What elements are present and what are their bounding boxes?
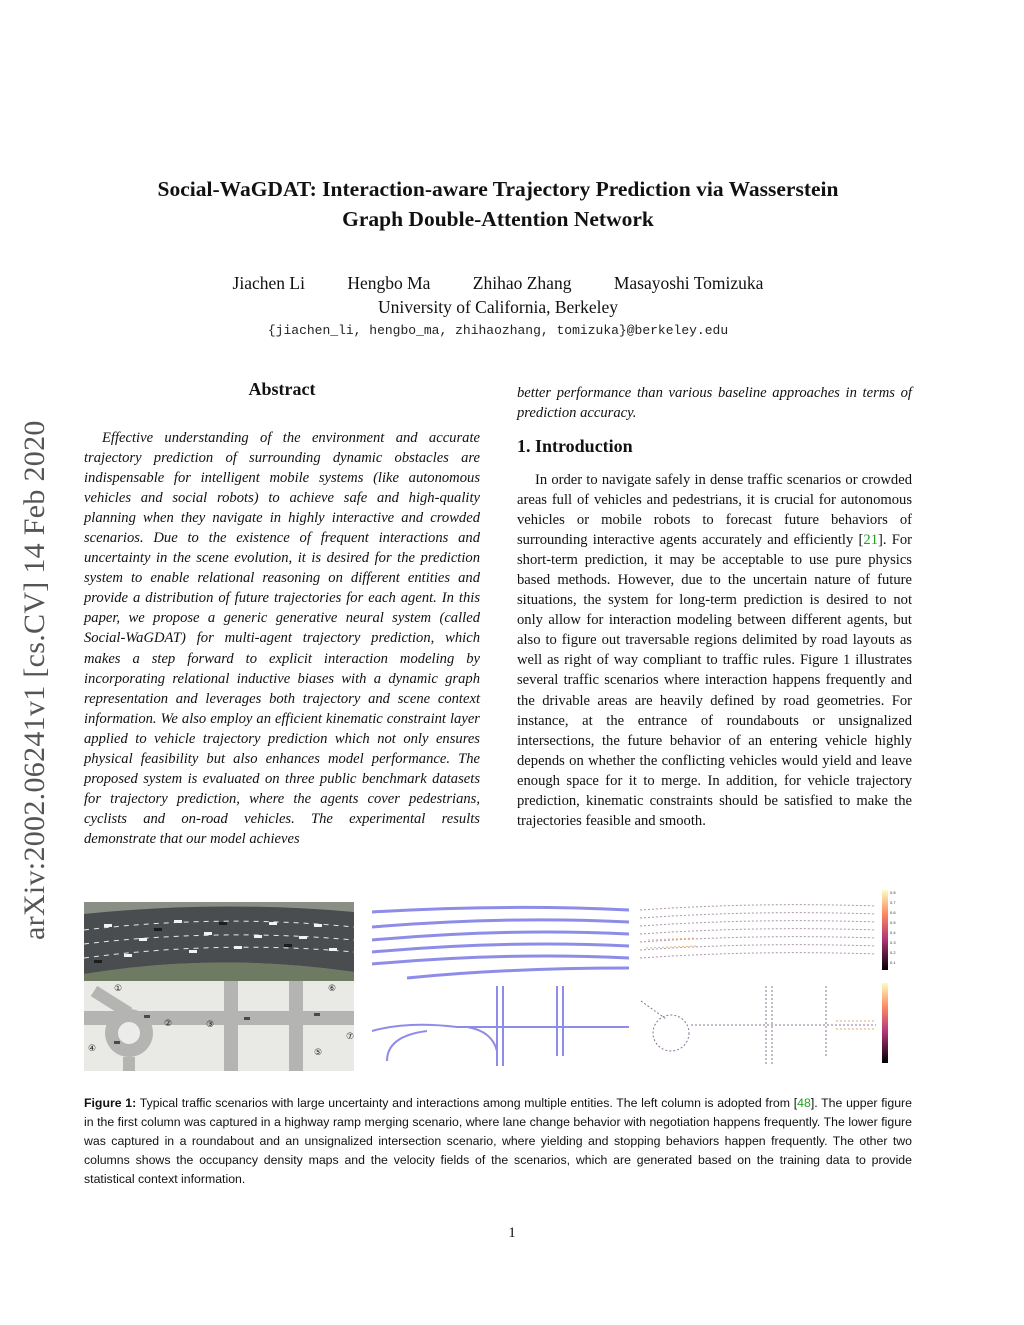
colorbar [882, 890, 888, 970]
affiliation: University of California, Berkeley [377, 297, 619, 317]
highway-density-map [367, 902, 633, 982]
colorbar [882, 983, 888, 1063]
abstract-text: Effective understanding of the environment and accurate trajectory prediction of surrounding dynamic obstacles are indispensable for intelligent mobile systems (like autonomous vehicles and social robots) to achieve safe and high-quality planning when they navigate in highly interactive and crowded scenarios. Due to the existence of frequent interactions and uncertainty in the scene evolution, it is desired for the prediction system to enable relational reasoning on different entities and provide a distribution of future trajectories for each agent. In this paper, we propose a generic generative neural system (called Social-WaGDAT) for multi-agent trajectory prediction, which makes a step forward to explicit interaction modeling by incorporating relational inductive biases with a dynamic graph representation and leverages both trajectory and scene context information. We also employ an efficient kinematic constraint layer applied to vehicle trajectory prediction which not only ensures physical feasibility but also enhances model performance. The proposed system is evaluated on three public benchmark datasets for trajectory prediction, where the agents cover pedestrians, cyclists and on-road vehicles. The experimental results demonstrate that our model achieves [84, 430, 480, 847]
intro-text-part: In order to navigate safely in dense traffic scenarios or crowded areas full of vehicles and pedestrians, it is crucial for autonomous vehicles or mobile robots to forecast future behaviors of surrounding interactive agents accurately and efficiently [ [517, 472, 912, 549]
caption-text-part: ]. The upper figure in the first column was captured in a highway ramp merging scenario, where lane change behavior with negotiation happens frequently. The lower figure was captured in a roundabout and an unsignalized intersection scenario, where yielding and stopping behaviors happen frequently. The other two columns shows the occupancy density maps and the velocity fields of the scenarios, which are generated based on the training data to provide statistical context information. [84, 1096, 912, 1186]
highway-velocity-field [636, 888, 912, 978]
paper-title [90, 174, 906, 234]
section-heading-introduction: 1. Introduction [517, 436, 633, 456]
author-list [90, 271, 906, 295]
colorbar-tick: 0.4 [890, 930, 896, 935]
author-name: Zhihao Zhang [472, 273, 572, 293]
colorbar-tick: 0.2 [890, 950, 896, 955]
abstract-heading: Abstract [248, 379, 316, 399]
caption-text-part: Typical traffic scenarios with large uncertainty and interactions among multiple entities. The left column is adopted from [ [136, 1096, 798, 1110]
colorbar-tick: 0.3 [890, 940, 896, 945]
title-line-2: Graph Double-Attention Network [342, 207, 654, 231]
figure-label: ① [114, 984, 123, 994]
figure-label: ⑦ [346, 1032, 354, 1042]
colorbar-tick: 0.8 [890, 890, 896, 895]
author-name: Hengbo Ma [347, 273, 431, 293]
figure-1-caption [84, 1094, 912, 1189]
author-name: Jiachen Li [232, 273, 305, 293]
figure-label: ⑥ [328, 984, 337, 994]
colorbar-tick: 0.5 [890, 920, 896, 925]
caption-label: Figure 1: [84, 1096, 137, 1110]
figure-label: ③ [206, 1020, 215, 1030]
colorbar-tick: 0.7 [890, 900, 896, 905]
introduction-text [517, 470, 912, 831]
author-emails: {jiachen_li, hengbo_ma, zhihaozhang, tomizuka}@berkeley.edu [267, 323, 729, 338]
author-name: Masayoshi Tomizuka [613, 273, 764, 293]
abstract-continuation: better performance than various baseline approaches in terms of prediction accuracy. [517, 385, 912, 421]
figure-label: ④ [88, 1044, 97, 1054]
page-number: 1 [508, 1225, 516, 1241]
arxiv-identifier: arXiv:2002.06241v1 [cs.CV] 14 Feb 2020 [18, 420, 51, 940]
highway-aerial-image [84, 902, 354, 982]
roundabout-velocity-field [636, 981, 912, 1071]
colorbar-tick: 0.1 [890, 960, 896, 965]
title-line-1: Social-WaGDAT: Interaction-aware Trajectory Prediction via Wasserstein [157, 177, 839, 201]
colorbar-tick: 0.6 [890, 910, 896, 915]
roundabout-aerial-image [84, 981, 354, 1071]
citation-link[interactable]: 48 [797, 1096, 811, 1110]
roundabout-density-map [367, 981, 633, 1071]
figure-1 [84, 888, 912, 1078]
citation-link[interactable]: 21 [863, 532, 878, 549]
figure-label: ⑤ [314, 1048, 323, 1058]
figure-label: ② [164, 1019, 173, 1029]
intro-text-part: ]. For short-term prediction, it may be acceptable to use pure physics based methods. However, due to the uncertain nature of future situations, the system for long-term prediction is desired to not only allow for interaction modeling between different agents, but also to figure out traversable regions delimited by road layouts as well as right of way compliant to traffic rules. Figure 1 illustrates several traffic scenarios where interaction happens frequently and the drivable areas are heavily defined by road geometries. For instance, at the entrance of roundabouts or unsignalized intersections, the future behavior of an entering vehicle highly depends on whether the conflicting vehicles would yield and leave enough space for it to merge. In addition, for vehicle trajectory prediction, kinematic constraints should be satisfied to make the trajectories feasible and smooth. [517, 532, 912, 829]
